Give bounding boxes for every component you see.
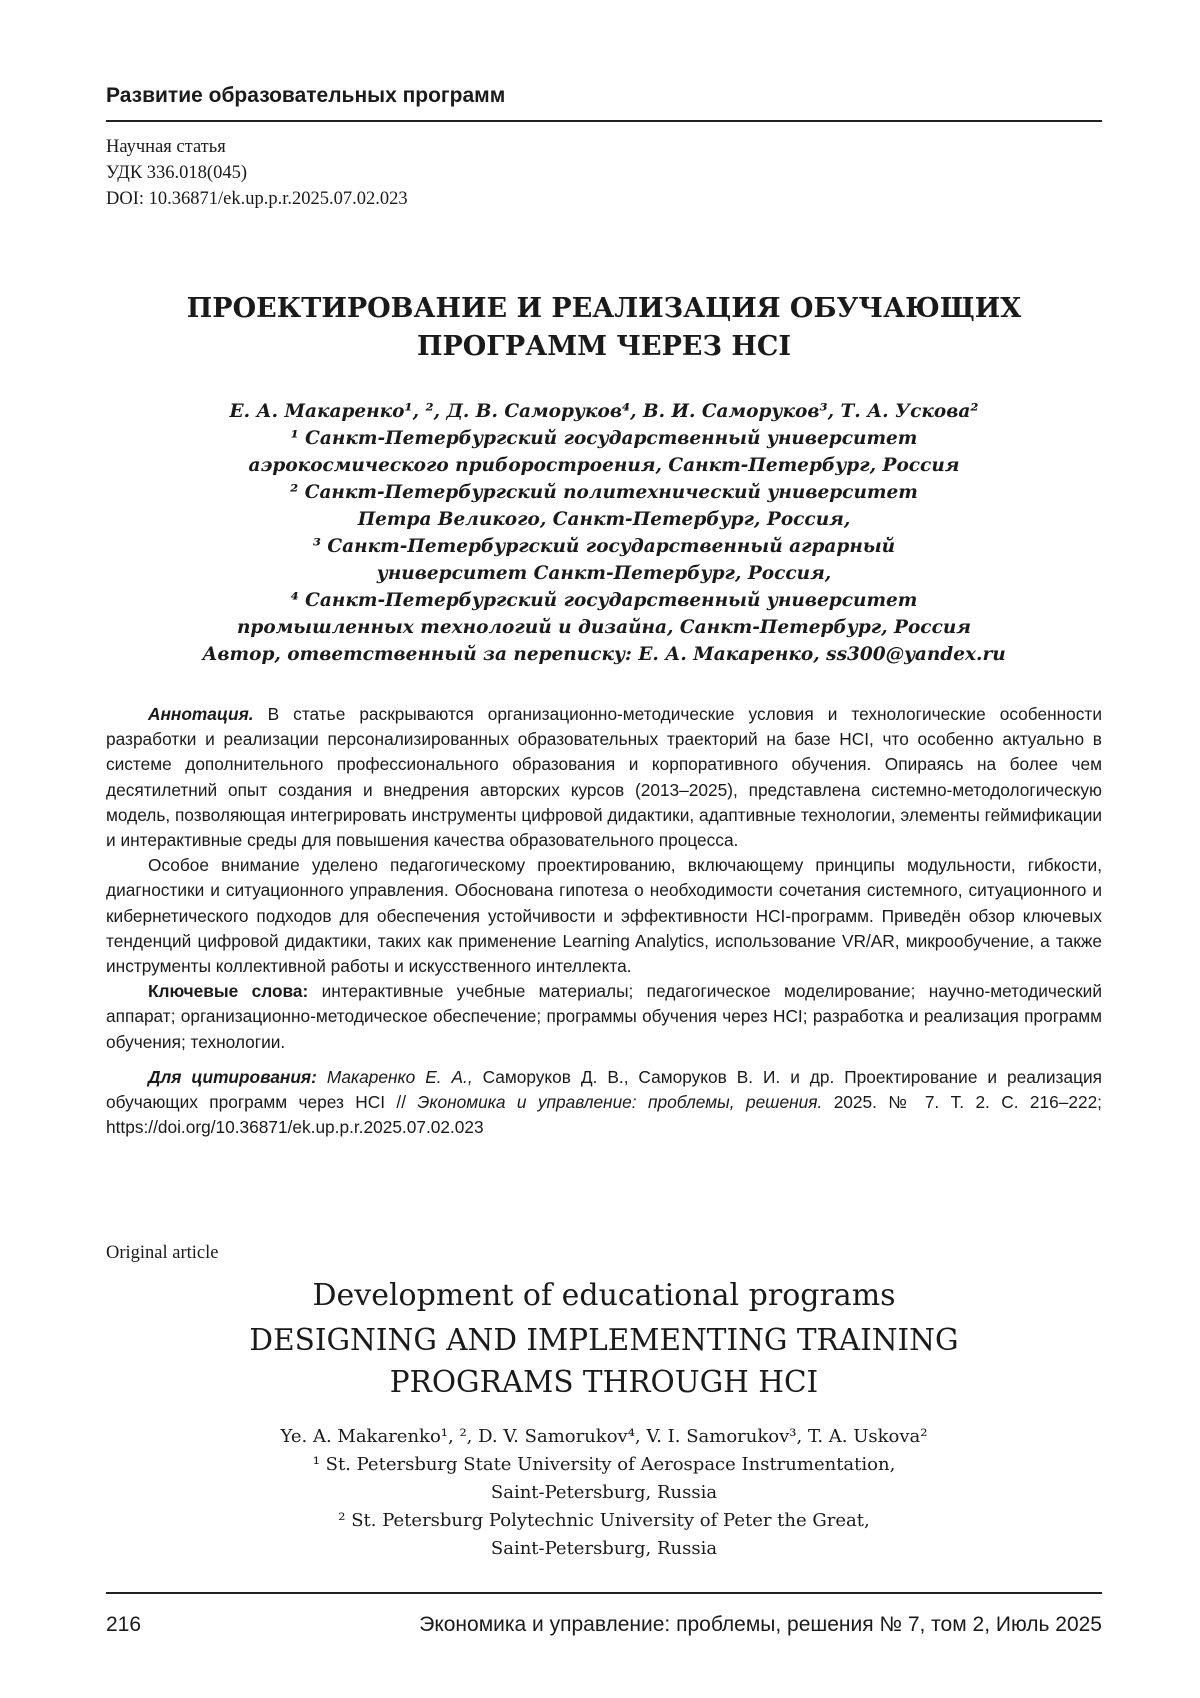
section-heading-en: Development of educational programs <box>106 1273 1102 1319</box>
header-rule <box>106 120 1102 122</box>
citation-text-end: 2025. № 7. Т. 2. С. 216–222; https://doi.org/10.36871/ek.up.p.r.2025.07.02.023 <box>106 1092 1102 1137</box>
affiliation-line: промышленных технологий и дизайна, Санкт-Петербург, Россия <box>106 614 1102 641</box>
footer-rule <box>106 1592 1102 1594</box>
affiliation-line: ¹ Санкт-Петербургский государственный университет <box>106 425 1102 452</box>
authors-block-en <box>106 1423 1102 1563</box>
english-title-block <box>106 1273 1102 1403</box>
keywords-text: интерактивные учебные материалы; педагогическое моделирование; научно-методический аппарат; организационно-методическое обеспечение; программы обучения через HCI; разработка и реализация программ обучения; технологии. <box>106 981 1102 1051</box>
affiliation-line: аэрокосмического приборостроения, Санкт-Петербург, Россия <box>106 452 1102 479</box>
section-heading: Развитие образовательных программ <box>106 84 1102 108</box>
citation-journal: Экономика и управление: проблемы, решения. <box>417 1092 822 1112</box>
abstract-block <box>106 702 1102 1140</box>
article-meta <box>106 134 706 212</box>
affiliation-en-line: Saint-Petersburg, Russia <box>106 1535 1102 1563</box>
abstract-paragraph: Особое внимание уделено педагогическому проектированию, включающему принципы модульности, гибкости, диагностики и ситуационного управления. Обоснована гипотеза о необходимости сочетания системного, ситуационного и кибернетического подходов для обеспечения устойчивости и эффективности HCI-программ. Приведён обзор ключевых тенденций цифровой дидактики, таких как применение Learning Analytics, использование VR/AR, микрообучение, а также инструменты коллективной работы и искусственного интеллекта. <box>106 853 1102 979</box>
affiliation-line: ³ Санкт-Петербургский государственный аграрный <box>106 533 1102 560</box>
citation-text: Саморуков Д. В., Саморуков В. И. и др. Проектирование и реализация обучающих программ через HCI // <box>106 1067 1102 1112</box>
title-en-line: DESIGNING AND IMPLEMENTING TRAINING <box>106 1319 1102 1361</box>
authors-ru: Е. А. Макаренко¹, ², Д. В. Саморуков⁴, В. И. Саморуков³, Т. А. Ускова² <box>106 398 1102 425</box>
journal-info: Экономика и управление: проблемы, решения № 7, том 2, Июль 2025 <box>419 1613 1102 1637</box>
authors-en: Ye. A. Makarenko¹, ², D. V. Samorukov⁴, V. I. Samorukov³, T. A. Uskova² <box>106 1423 1102 1451</box>
page-footer <box>106 1613 1102 1637</box>
affiliation-en-line: ² St. Petersburg Polytechnic University of Peter the Great, <box>106 1507 1102 1535</box>
udc-code: УДК 336.018(045) <box>106 160 706 186</box>
affiliation-line: ² Санкт-Петербургский политехнический университет <box>106 479 1102 506</box>
citation <box>106 1065 1102 1141</box>
affiliation-en-line: ¹ St. Petersburg State University of Aerospace Instrumentation, <box>106 1451 1102 1479</box>
affiliation-line: Петра Великого, Санкт-Петербург, Россия, <box>106 506 1102 533</box>
authors-block-ru <box>106 398 1102 668</box>
abstract-text: В статье раскрываются организационно-методические условия и технологические особенности разработки и реализации персонализированных образовательных траекторий на базе HCI, что особенно актуально в системе дополнительного профессионального образования и корпоративного обучения. Опираясь на более чем десятилетний опыт создания и внедрения авторских курсов (2013–2025), представлена системно-методологическую модель, позволяющая интегрировать инструменты цифровой дидактики, адаптивные технологии, элементы геймификации и интерактивные среды для повышения качества образовательного процесса. <box>106 704 1102 850</box>
article-page <box>0 0 1200 1698</box>
title-en-line: PROGRAMS THROUGH HCI <box>106 1361 1102 1403</box>
doi: DOI: 10.36871/ek.up.p.r.2025.07.02.023 <box>106 186 706 212</box>
keywords-label: Ключевые слова: <box>148 981 308 1001</box>
abstract-label: Аннотация. <box>148 704 254 724</box>
article-type: Научная статья <box>106 134 706 160</box>
affiliation-line: ⁴ Санкт-Петербургский государственный университет <box>106 587 1102 614</box>
page-number: 216 <box>106 1613 141 1637</box>
article-title-ru <box>106 290 1102 366</box>
title-ru-line: ПРОЕКТИРОВАНИЕ И РЕАЛИЗАЦИЯ ОБУЧАЮЩИХ <box>106 290 1102 328</box>
correspondence: Автор, ответственный за переписку: Е. А. Макаренко, ss300@yandex.ru <box>106 641 1102 668</box>
article-type-en: Original article <box>106 1243 219 1264</box>
citation-label: Для цитирования: <box>148 1067 317 1087</box>
affiliation-line: университет Санкт-Петербург, Россия, <box>106 560 1102 587</box>
abstract-paragraph <box>106 702 1102 853</box>
affiliation-en-line: Saint-Petersburg, Russia <box>106 1479 1102 1507</box>
title-ru-line: ПРОГРАММ ЧЕРЕЗ HCI <box>106 328 1102 366</box>
keywords <box>106 979 1102 1055</box>
citation-author: Макаренко Е. А., <box>327 1067 473 1087</box>
